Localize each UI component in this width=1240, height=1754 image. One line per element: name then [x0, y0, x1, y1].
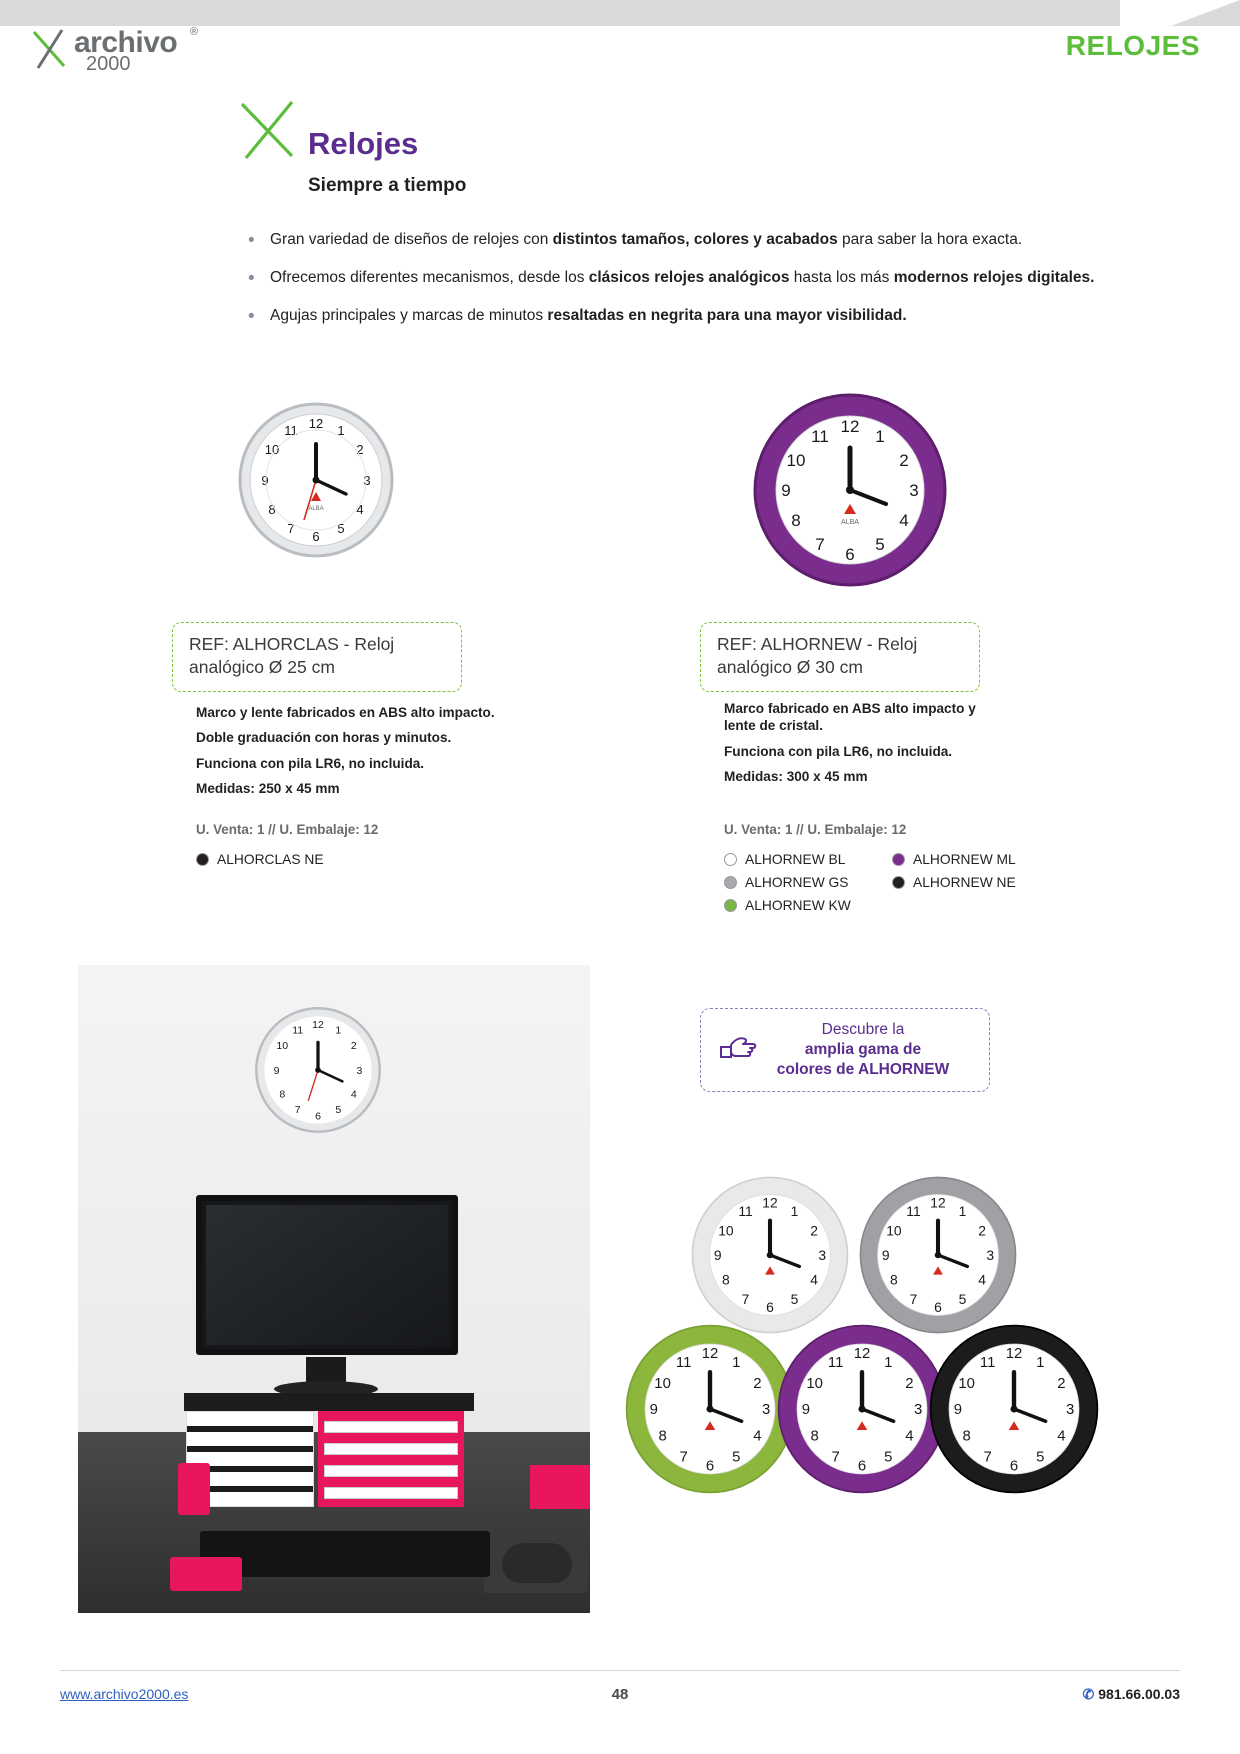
svg-text:10: 10 — [654, 1375, 671, 1392]
svg-text:10: 10 — [718, 1222, 734, 1239]
svg-text:1: 1 — [884, 1354, 893, 1371]
color-clock-kiwi — [624, 1323, 796, 1495]
svg-text:6: 6 — [312, 529, 320, 544]
color-label: ALHORNEW BL — [745, 852, 846, 867]
svg-text:9: 9 — [713, 1246, 722, 1263]
svg-text:12: 12 — [1005, 1346, 1023, 1363]
svg-text:1: 1 — [732, 1354, 741, 1371]
svg-text:8: 8 — [722, 1271, 730, 1288]
svg-text:1: 1 — [875, 427, 885, 446]
ref-box-alhorclas: REF: ALHORCLAS - Reloj analógico Ø 25 cm — [172, 622, 462, 692]
spec-line: Medidas: 250 x 45 mm — [196, 781, 340, 797]
svg-text:6: 6 — [845, 545, 855, 564]
bullet-item: • Ofrecemos diferentes mecanismos, desde los clásicos relojes analógicos hasta los más modernos relojes digitales. — [240, 268, 1120, 289]
svg-text:7: 7 — [909, 1290, 918, 1307]
ref-box-alhornew: REF: ALHORNEW - Reloj analógico Ø 30 cm — [700, 622, 980, 692]
decorative-x-icon — [236, 96, 302, 162]
logo-x-icon — [30, 26, 70, 70]
svg-text:9: 9 — [261, 473, 269, 488]
svg-text:4: 4 — [978, 1271, 986, 1288]
svg-text:8: 8 — [658, 1428, 667, 1445]
color-label: ALHORNEW NE — [913, 875, 1016, 890]
color-swatch — [892, 876, 905, 889]
svg-text:1: 1 — [337, 423, 345, 438]
photo-monitor-screen — [206, 1205, 448, 1345]
spec-list-alhorclas — [196, 704, 496, 806]
discover-line-2: amplia gama de — [804, 1040, 922, 1058]
svg-text:9: 9 — [953, 1402, 962, 1419]
svg-text:10: 10 — [886, 1222, 902, 1239]
svg-text:6: 6 — [705, 1458, 715, 1475]
svg-text:11: 11 — [811, 427, 829, 446]
svg-text:4: 4 — [905, 1428, 914, 1445]
svg-text:9: 9 — [273, 1065, 280, 1078]
svg-text:7: 7 — [741, 1290, 750, 1307]
svg-text:5: 5 — [335, 1104, 342, 1117]
svg-text:8: 8 — [791, 511, 801, 530]
units-alhorclas: U. Venta: 1 // U. Embalaje: 12 — [196, 822, 379, 837]
photo-red-box — [530, 1465, 590, 1509]
svg-text:8: 8 — [268, 502, 276, 517]
brand-logo — [30, 26, 220, 82]
svg-text:9: 9 — [781, 481, 791, 500]
svg-text:2: 2 — [899, 451, 909, 470]
svg-text:1: 1 — [790, 1202, 799, 1219]
svg-text:2: 2 — [350, 1039, 357, 1052]
svg-text:10: 10 — [806, 1375, 823, 1392]
svg-text:9: 9 — [649, 1402, 658, 1419]
feature-bullet-list — [240, 230, 1120, 344]
svg-text:4: 4 — [810, 1271, 818, 1288]
discover-callout — [700, 1008, 990, 1092]
svg-text:3: 3 — [363, 473, 371, 488]
svg-text:12: 12 — [312, 1018, 324, 1031]
svg-text:12: 12 — [930, 1194, 946, 1211]
svg-text:9: 9 — [801, 1402, 810, 1419]
discover-line-1: Descubre la — [821, 1020, 905, 1038]
svg-text:5: 5 — [875, 535, 885, 554]
color-clock-negro — [928, 1323, 1100, 1495]
svg-text:3: 3 — [818, 1246, 827, 1263]
logo-registered-mark: ® — [190, 26, 199, 38]
photo-riser — [184, 1393, 474, 1411]
svg-text:10: 10 — [264, 442, 280, 457]
color-option — [892, 852, 1060, 867]
svg-text:6: 6 — [934, 1299, 942, 1316]
svg-text:ALBA: ALBA — [308, 506, 324, 512]
photo-pen-cup — [178, 1463, 210, 1515]
svg-text:2: 2 — [905, 1375, 914, 1392]
page-title: Relojes — [308, 126, 419, 161]
svg-text:3: 3 — [986, 1246, 995, 1263]
spec-line: Funciona con pila LR6, no incluida. — [196, 755, 425, 771]
svg-text:1: 1 — [335, 1024, 342, 1037]
spec-line: Marco fabricado en ABS alto impacto y lente de cristal. — [724, 701, 976, 734]
svg-text:1: 1 — [958, 1202, 967, 1219]
svg-text:6: 6 — [766, 1299, 774, 1316]
photo-monitor — [196, 1195, 458, 1355]
spec-list-alhornew — [724, 700, 1004, 794]
svg-text:10: 10 — [958, 1375, 975, 1392]
svg-text:2: 2 — [978, 1222, 986, 1239]
svg-text:8: 8 — [279, 1088, 286, 1101]
units-alhornew: U. Venta: 1 // U. Embalaje: 12 — [724, 822, 907, 837]
svg-text:3: 3 — [914, 1402, 923, 1419]
svg-text:2: 2 — [1057, 1375, 1066, 1392]
color-label: ALHORCLAS NE — [217, 852, 324, 867]
svg-text:10: 10 — [786, 451, 806, 470]
svg-text:12: 12 — [308, 416, 324, 431]
svg-text:6: 6 — [315, 1110, 321, 1123]
svg-text:11: 11 — [292, 1024, 304, 1037]
svg-text:3: 3 — [762, 1402, 771, 1419]
svg-text:11: 11 — [979, 1354, 996, 1371]
svg-text:9: 9 — [881, 1246, 890, 1263]
svg-text:5: 5 — [337, 521, 345, 536]
color-swatch — [196, 853, 209, 866]
bullet-item: • Agujas principales y marcas de minutos resaltadas en negrita para una mayor visibilidad. — [240, 306, 1120, 327]
svg-text:7: 7 — [679, 1449, 688, 1466]
logo-wordmark: archivo — [74, 26, 178, 59]
photo-keyboard — [200, 1531, 490, 1577]
spec-line: Doble graduación con horas y minutos. — [196, 730, 452, 746]
color-swatch — [724, 853, 737, 866]
svg-text:12: 12 — [762, 1194, 778, 1211]
color-swatch — [892, 853, 905, 866]
svg-text:4: 4 — [899, 511, 909, 530]
svg-text:5: 5 — [1036, 1449, 1045, 1466]
page-subtitle: Siempre a tiempo — [308, 175, 467, 196]
footer-website-link[interactable]: www.archivo2000.es — [60, 1686, 189, 1702]
clock-analog-30cm — [752, 392, 948, 588]
svg-text:11: 11 — [906, 1202, 921, 1219]
clock-analog-25cm — [236, 400, 396, 560]
pointing-hand-icon — [719, 1033, 759, 1069]
svg-text:12: 12 — [701, 1346, 719, 1363]
svg-text:4: 4 — [350, 1088, 357, 1101]
color-label: ALHORNEW ML — [913, 852, 1016, 867]
color-option — [892, 875, 1060, 890]
product-image-alhornew — [752, 392, 948, 588]
svg-text:6: 6 — [857, 1458, 867, 1475]
page-number: 48 — [611, 1686, 629, 1703]
svg-text:5: 5 — [958, 1290, 967, 1307]
color-list-alhornew — [724, 852, 1124, 921]
color-option — [724, 875, 892, 890]
svg-text:7: 7 — [815, 535, 825, 554]
logo-subtext: 2000 — [86, 53, 131, 75]
svg-text:5: 5 — [732, 1449, 741, 1466]
svg-text:4: 4 — [1057, 1428, 1066, 1445]
lifestyle-photo — [78, 965, 590, 1613]
svg-text:3: 3 — [1066, 1402, 1075, 1419]
svg-text:12: 12 — [840, 417, 860, 436]
phone-icon: ✆ — [1082, 1686, 1095, 1702]
footer-phone-number: 981.66.00.03 — [1098, 1686, 1180, 1702]
svg-text:7: 7 — [287, 521, 295, 536]
footer-phone — [1083, 1686, 1180, 1703]
svg-text:11: 11 — [284, 423, 298, 438]
color-clock-blanco — [690, 1175, 850, 1335]
discover-line-3: colores de ALHORNEW — [776, 1061, 950, 1079]
color-swatch — [724, 876, 737, 889]
color-option — [196, 852, 364, 867]
discover-text — [741, 1020, 950, 1080]
svg-text:3: 3 — [909, 481, 919, 500]
svg-text:6: 6 — [1009, 1458, 1019, 1475]
svg-text:8: 8 — [962, 1428, 971, 1445]
spec-line: Funciona con pila LR6, no incluida. — [724, 743, 953, 759]
svg-text:11: 11 — [675, 1354, 692, 1371]
svg-text:5: 5 — [884, 1449, 893, 1466]
color-swatch — [724, 899, 737, 912]
svg-text:8: 8 — [890, 1271, 898, 1288]
color-option — [724, 852, 892, 867]
svg-text:ALBA: ALBA — [841, 519, 859, 526]
svg-text:4: 4 — [753, 1428, 762, 1445]
color-clock-morado — [776, 1323, 948, 1495]
header-bar — [0, 0, 1240, 26]
product-image-alhorclas — [236, 400, 396, 560]
svg-text:8: 8 — [810, 1428, 819, 1445]
svg-text:11: 11 — [827, 1354, 844, 1371]
color-label: ALHORNEW GS — [745, 875, 849, 890]
svg-text:7: 7 — [831, 1449, 840, 1466]
svg-text:2: 2 — [356, 442, 364, 457]
svg-text:12: 12 — [853, 1346, 871, 1363]
photo-wall-clock-icon — [253, 1005, 383, 1135]
spec-line: Marco y lente fabricados en ABS alto impacto. — [196, 705, 495, 720]
svg-text:11: 11 — [738, 1202, 753, 1219]
svg-text:3: 3 — [356, 1065, 363, 1078]
color-label: ALHORNEW KW — [745, 898, 851, 913]
color-clock-gris — [858, 1175, 1018, 1335]
photo-tray-pink — [318, 1411, 464, 1507]
photo-calculator — [170, 1557, 242, 1591]
svg-text:4: 4 — [356, 502, 364, 517]
bullet-item: • Gran variedad de diseños de relojes con distintos tamaños, colores y acabados para saber la hora exacta. — [240, 230, 1120, 251]
photo-mouse — [502, 1543, 572, 1583]
svg-text:10: 10 — [276, 1039, 289, 1052]
spec-line: Medidas: 300 x 45 mm — [724, 769, 868, 785]
svg-text:1: 1 — [1036, 1354, 1045, 1371]
svg-text:5: 5 — [790, 1290, 799, 1307]
color-list-alhorclas — [196, 852, 364, 875]
svg-text:2: 2 — [753, 1375, 762, 1392]
svg-text:7: 7 — [983, 1449, 992, 1466]
footer-divider — [60, 1670, 1180, 1671]
svg-text:2: 2 — [810, 1222, 818, 1239]
section-title: RELOJES — [1065, 30, 1200, 61]
svg-text:7: 7 — [294, 1104, 301, 1117]
color-option — [724, 898, 892, 913]
